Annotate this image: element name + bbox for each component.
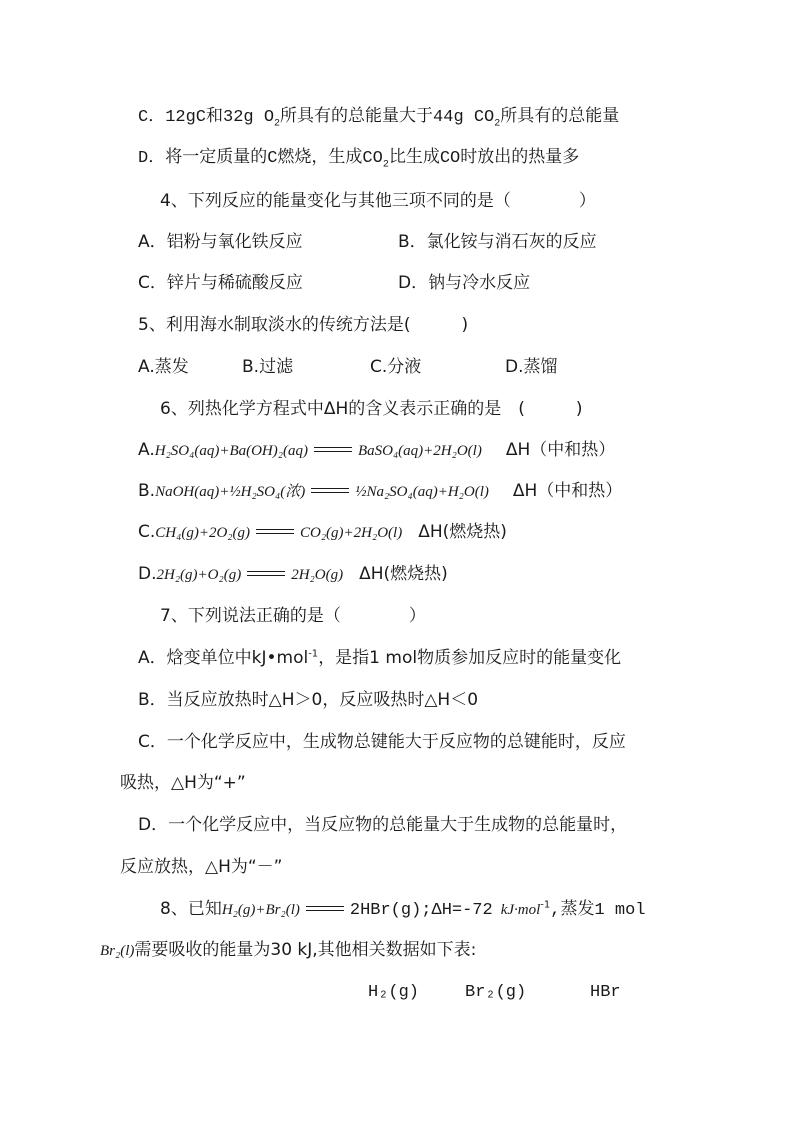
equals-arrow	[314, 445, 352, 455]
q6-option-d: D.2H₂(g)+O₂(g) 2H₂O(g) ΔH(燃烧热)	[138, 564, 448, 584]
equals-arrow	[311, 486, 349, 496]
q6-option-c: C.CH₄(g)+2O₂(g) CO₂(g)+2H₂O(l) ΔH(燃烧热)	[138, 522, 507, 542]
q7-option-d-line2: 反应放热，△H为“－”	[120, 857, 283, 877]
q4-option-c: C．锌片与稀硫酸反应	[138, 273, 303, 293]
q7-stem: 7、下列说法正确的是（ ）	[160, 606, 426, 626]
q8-stem-line1: 8、已知H₂(g)+Br₂(l) 2HBr(g);ΔH=-72 kJ·mol$^{-1}$,蒸发1 mol	[160, 899, 646, 920]
q5-stem: 5、利用海水制取淡水的传统方法是( )	[138, 315, 469, 335]
q4-option-a: A．铝粉与氧化铁反应	[138, 232, 303, 252]
q6-option-b: B.NaOH(aq)+½H₂SO₄(浓) ½Na₂SO₄(aq)+H₂O(l) ΔH（中和热）	[138, 481, 623, 501]
q4-stem: 4、下列反应的能量变化与其他三项不同的是（ ）	[160, 191, 596, 211]
q4-option-d: D．钠与冷水反应	[398, 273, 531, 293]
equals-arrow	[247, 569, 285, 579]
q5-option-b: B.过滤	[242, 357, 294, 377]
q5-option-d: D.蒸馏	[505, 357, 558, 377]
q3-option-d: D．将一定质量的C燃烧，生成$CO_2$比生成CO时放出的热量多	[138, 149, 580, 171]
q7-option-a: A．焓变单位中kJ•mol$^{-1}$，是指1 mol物质参加反应时的能量变化	[138, 648, 622, 668]
table-header-br2: Br₂(g)	[465, 983, 527, 1002]
q5-option-c: C.分液	[370, 357, 422, 377]
q4-option-b: B．氯化铵与消石灰的反应	[398, 232, 597, 252]
q6-stem: 6、列热化学方程式中ΔH的含义表示正确的是 ( )	[160, 399, 583, 419]
equals-arrow	[306, 904, 344, 914]
q7-option-b: B．当反应放热时△H＞0，反应吸热时△H＜0	[138, 690, 479, 710]
q8-stem-line2: Br₂(l)需要吸收的能量为30 kJ,其他相关数据如下表:	[100, 940, 477, 960]
q7-option-c-line2: 吸热，△H为“+”	[120, 773, 246, 793]
table-header-hbr: HBr	[590, 983, 621, 1002]
q3-option-c: C．12gC和32g $O_2$所具有的总能量大于44g $CO_2$所具有的总能量	[138, 108, 620, 130]
table-header-h2: H₂(g)	[368, 983, 420, 1002]
q7-option-c-line1: C．一个化学反应中，生成物总键能大于反应物的总键能时，反应	[138, 732, 626, 752]
q7-option-d-line1: D．一个化学反应中，当反应物的总能量大于生成物的总能量时，	[138, 815, 628, 835]
q6-option-a: A.H₂SO₄(aq)+Ba(OH)₂(aq) BaSO₄(aq)+2H₂O(l) ΔH（中和热）	[138, 440, 616, 460]
q5-option-a: A.蒸发	[138, 357, 189, 377]
equals-arrow	[256, 527, 294, 537]
